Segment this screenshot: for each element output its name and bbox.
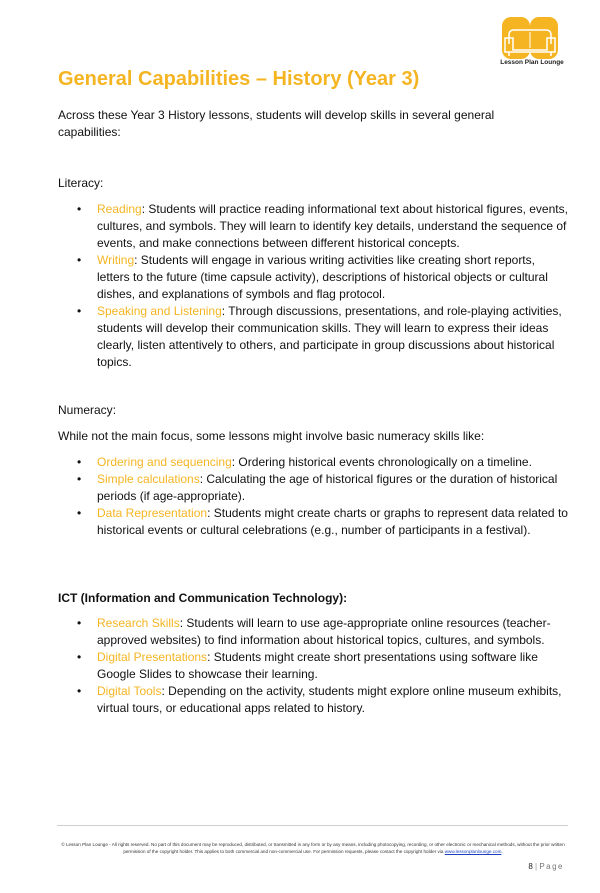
list-item [58, 471, 568, 505]
list-item [58, 505, 568, 539]
logo-text: Lesson Plan Lounge [500, 59, 564, 66]
term-label: Digital Presentations [97, 650, 208, 664]
literacy-heading: Literacy: [58, 176, 104, 190]
footer-website-link[interactable]: www.lessonplanlounge.com [444, 849, 502, 854]
term-label: Data Representation [97, 506, 208, 520]
item-text: : Through discussions, presentations, and role-playing activities, students will develop their communication skills. They will learn to express their ideas clearly, listen attentively to others, and participate in group discussions about historical topics. [97, 304, 562, 369]
term-label: Ordering and sequencing [97, 455, 232, 469]
page-number: 8 | Page [528, 862, 564, 871]
item-text: : Students will learn to use age-appropriate online resources (teacher-approved websites) to find information about historical topics, cultures, and symbols. [97, 616, 551, 647]
term-label: Digital Tools [97, 684, 162, 698]
item-text: : Calculating the age of historical figures or the duration of historical periods (if age-appropriate). [97, 472, 558, 503]
list-item [58, 303, 568, 371]
ict-list [58, 615, 568, 717]
term-label: Speaking and Listening [97, 304, 222, 318]
item-text: : Students might create short presentations using software like Google Slides to showcase their learning. [97, 650, 538, 681]
item-text: : Ordering historical events chronologically on a timeline. [231, 455, 532, 469]
term-label: Simple calculations [97, 472, 200, 486]
bullet-icon: • [77, 506, 82, 520]
item-text: : Students might create charts or graphs to represent data related to historical events or cultural celebrations (e.g., number of participants in a festival). [97, 506, 568, 537]
bullet-icon: • [77, 684, 82, 698]
bullet-icon: • [77, 455, 82, 469]
footer-divider [57, 825, 568, 826]
term-label: Research Skills [97, 616, 180, 630]
intro-paragraph: Across these Year 3 History lessons, students will develop skills in several general capabilities: [58, 108, 495, 139]
bullet-icon: • [77, 650, 82, 664]
page-title: General Capabilities – History (Year 3) [58, 68, 420, 90]
list-item [58, 615, 568, 649]
literacy-list [58, 201, 568, 371]
item-text: : Depending on the activity, students might explore online museum exhibits, virtual tours, or educational apps related to history. [97, 684, 562, 715]
bullet-icon: • [77, 472, 82, 486]
list-item [58, 454, 568, 471]
numeracy-intro: While not the main focus, some lessons might involve basic numeracy skills like: [58, 429, 485, 443]
item-text: : Students will practice reading informational text about historical figures, events, cultures, and symbols. They will learn to identify key details, understand the sequence of events, and make connections between different historical concepts. [97, 202, 568, 250]
item-text: : Students will engage in various writing activities like creating short reports, letters to the future (time capsule activity), descriptions of historical objects or cultural dishes, and explanations of symbols and flag protocol. [97, 253, 548, 301]
list-item [58, 201, 568, 252]
list-item [58, 252, 568, 303]
bullet-icon: • [77, 616, 82, 630]
footer-copyright: © Lesson Plan Lounge - All rights reserved. No part of this document may be reproduced, distributed, or transmitted in any form or by any means, including photocopying, recording, or other electronic or mechanical methods, without the prior written permission of the copyright holder. This applies to both commercial and non-commercial use. For permission requests, please contact the copyright holder via www.lessonplanlounge.com. [61, 842, 565, 854]
numeracy-heading: Numeracy: [58, 403, 117, 417]
ict-heading: ICT (Information and Communication Technology): [58, 591, 348, 605]
bullet-icon: • [77, 304, 82, 318]
numeracy-list [58, 454, 568, 539]
bullet-icon: • [77, 202, 82, 216]
bullet-icon: • [77, 253, 82, 267]
list-item [58, 649, 568, 683]
term-label: Reading [97, 202, 142, 216]
term-label: Writing [97, 253, 135, 267]
list-item [58, 683, 568, 717]
